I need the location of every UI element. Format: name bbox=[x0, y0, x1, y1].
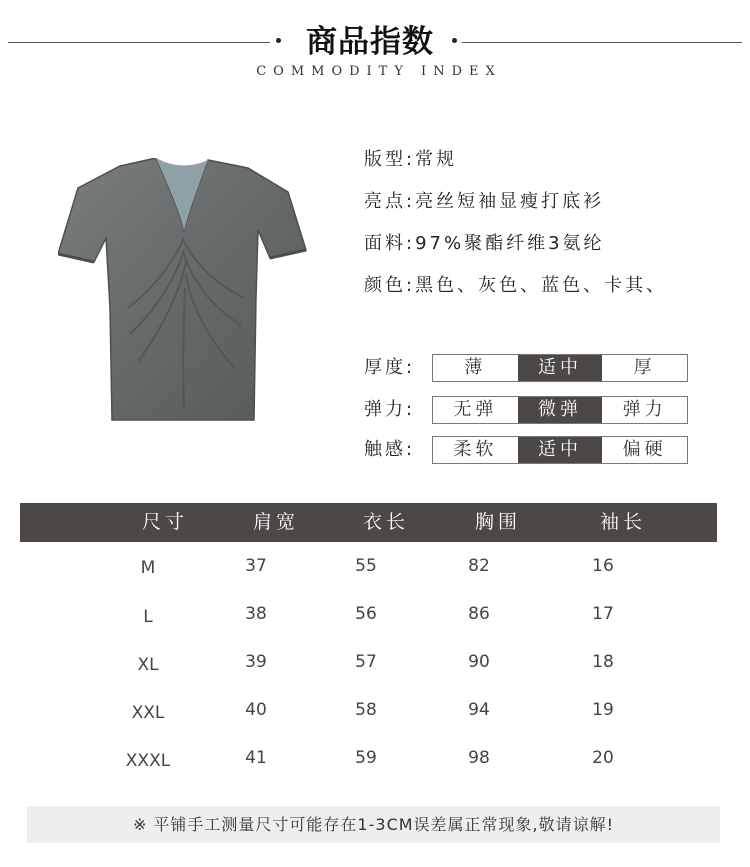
table-cell: XXXL bbox=[125, 751, 171, 771]
size-table-header bbox=[20, 503, 717, 542]
header-dot-right bbox=[452, 38, 457, 43]
th-shoulder: 肩宽 bbox=[252, 511, 299, 533]
table-cell: 39 bbox=[245, 652, 267, 672]
table-cell: 38 bbox=[245, 604, 267, 624]
spec-label: 版型 bbox=[364, 149, 406, 170]
table-cell: 59 bbox=[355, 748, 377, 768]
scale-elasticity bbox=[432, 396, 688, 424]
scale-option-selected: 适中 bbox=[518, 355, 603, 381]
table-cell: 37 bbox=[245, 556, 267, 576]
header-line-left bbox=[8, 42, 270, 43]
scale-option: 偏硬 bbox=[622, 439, 667, 460]
measurement-notice: ※ 平铺手工测量尺寸可能存在1-3CM误差属正常现象,敬请谅解! bbox=[27, 806, 720, 843]
table-cell: 57 bbox=[355, 652, 377, 672]
scale-option-selected: 适中 bbox=[518, 437, 603, 463]
table-cell: 56 bbox=[355, 604, 377, 624]
table-cell: M bbox=[140, 558, 156, 578]
spec-row-fabric: 面料:97%聚酯纤维3氨纶 bbox=[364, 233, 605, 254]
table-cell: 18 bbox=[592, 652, 614, 672]
scale-option: 无弹 bbox=[453, 399, 498, 420]
table-cell: 41 bbox=[245, 748, 267, 768]
th-chest: 胸围 bbox=[474, 511, 521, 533]
spec-value: 亮丝短袖显瘦打底衫 bbox=[415, 191, 605, 212]
table-cell: XL bbox=[137, 655, 159, 675]
page-title: 商品指数 bbox=[306, 24, 434, 60]
tshirt-icon bbox=[58, 158, 308, 423]
table-cell: 94 bbox=[468, 700, 490, 720]
scale-thickness bbox=[432, 354, 688, 382]
scale-option-selected: 微弹 bbox=[518, 397, 603, 423]
spec-row-fit: 版型:常规 bbox=[364, 149, 458, 170]
header-dot-left bbox=[276, 38, 281, 43]
spec-label: 面料 bbox=[364, 233, 406, 254]
attr-label-thickness: 厚度: bbox=[364, 357, 416, 378]
attr-label-elasticity: 弹力: bbox=[364, 399, 416, 420]
table-cell: 19 bbox=[592, 700, 614, 720]
table-cell: 58 bbox=[355, 700, 377, 720]
spec-label: 亮点 bbox=[364, 191, 406, 212]
table-cell: L bbox=[143, 607, 153, 627]
scale-option: 薄 bbox=[464, 357, 487, 378]
spec-label: 颜色 bbox=[364, 275, 406, 296]
th-size: 尺寸 bbox=[141, 511, 188, 533]
table-cell: 55 bbox=[355, 556, 377, 576]
th-length: 衣长 bbox=[362, 511, 409, 533]
scale-option: 厚 bbox=[633, 357, 656, 378]
scale-feel bbox=[432, 436, 688, 464]
scale-option: 柔软 bbox=[453, 439, 498, 460]
scale-option: 弹力 bbox=[622, 399, 667, 420]
spec-row-highlight: 亮点:亮丝短袖显瘦打底衫 bbox=[364, 191, 605, 212]
spec-row-colors: 颜色:黑色、灰色、蓝色、卡其、 bbox=[364, 275, 668, 296]
th-sleeve: 袖长 bbox=[599, 511, 646, 533]
spec-value: 常规 bbox=[415, 149, 458, 170]
product-image bbox=[58, 158, 308, 423]
spec-value: 97%聚酯纤维3氨纶 bbox=[415, 233, 605, 254]
table-cell: 86 bbox=[468, 604, 490, 624]
header-line-right bbox=[462, 42, 742, 43]
table-cell: 20 bbox=[592, 748, 614, 768]
table-cell: 40 bbox=[245, 700, 267, 720]
table-cell: 98 bbox=[468, 748, 490, 768]
table-cell: 16 bbox=[592, 556, 614, 576]
spec-value: 黑色、灰色、蓝色、卡其、 bbox=[415, 275, 668, 296]
table-cell: 90 bbox=[468, 652, 490, 672]
table-cell: XXL bbox=[131, 703, 165, 723]
table-cell: 17 bbox=[592, 604, 614, 624]
page-subtitle: COMMODITY INDEX bbox=[256, 64, 502, 79]
attr-label-feel: 触感: bbox=[364, 439, 416, 460]
table-cell: 82 bbox=[468, 556, 490, 576]
